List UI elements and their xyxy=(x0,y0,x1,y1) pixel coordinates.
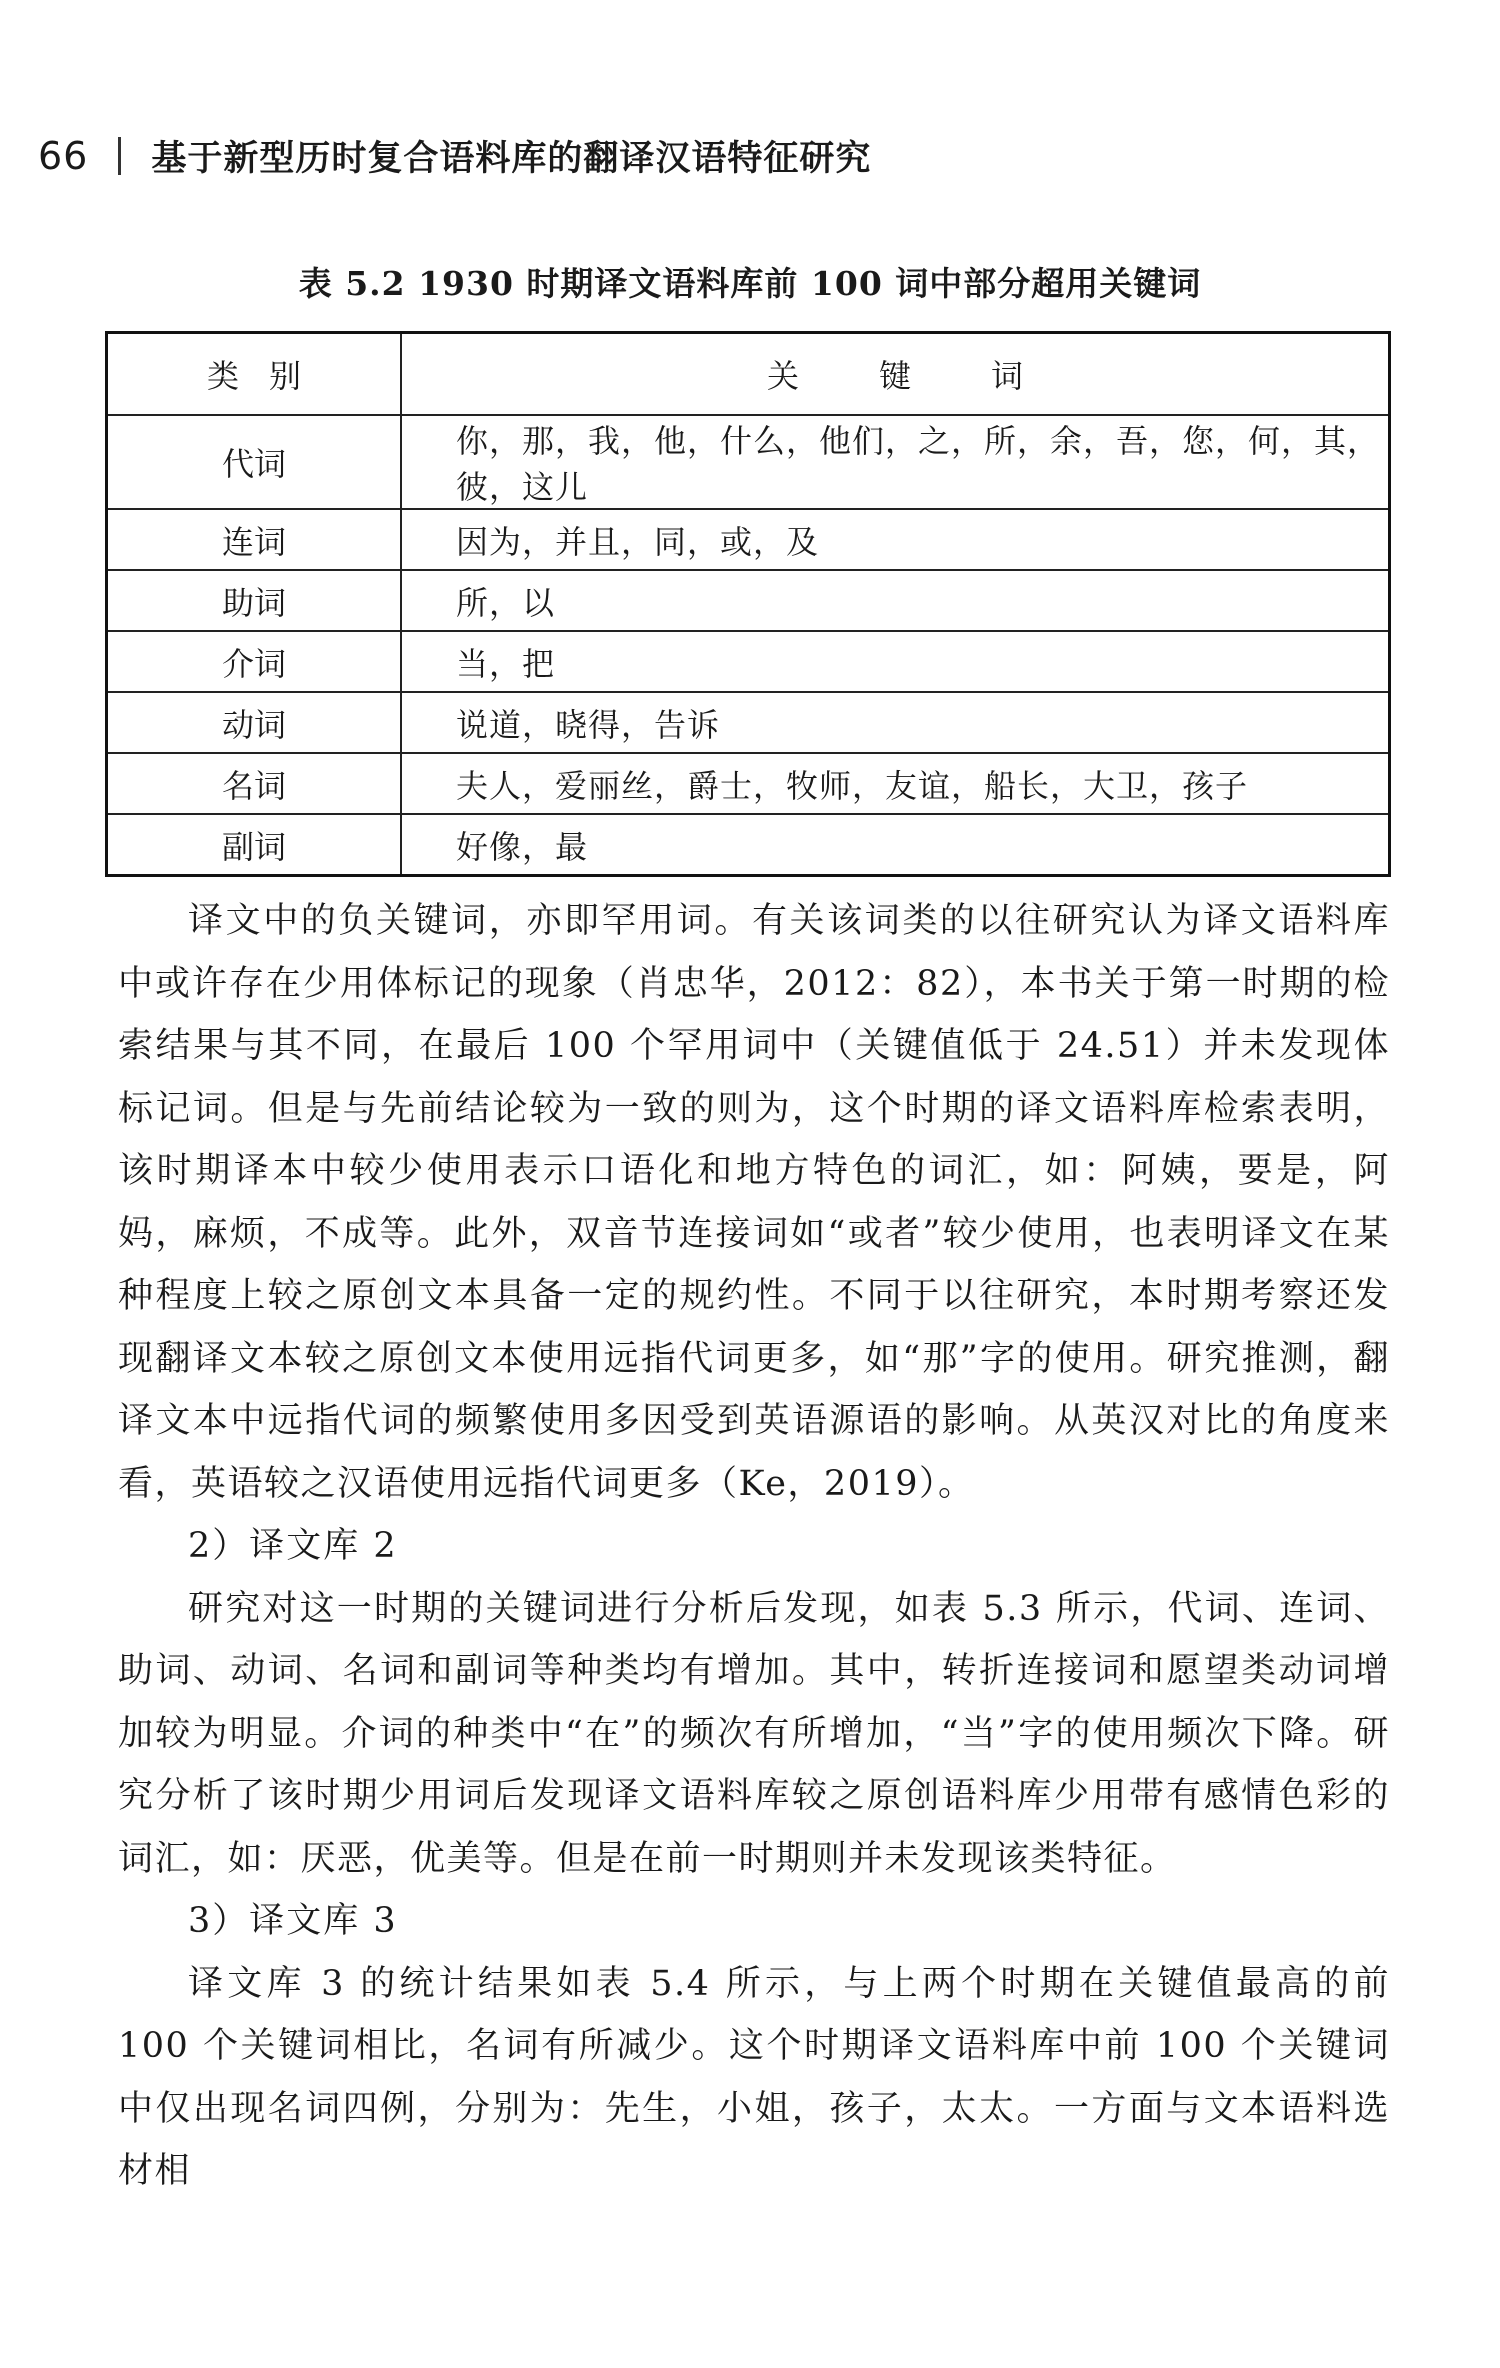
row-keywords: 好像，最 xyxy=(401,814,1390,876)
row-category: 介词 xyxy=(107,631,402,692)
book-title: 基于新型历时复合语料库的翻译汉语特征研究 xyxy=(151,139,872,179)
row-keywords: 因为，并且，同，或，及 xyxy=(401,509,1390,570)
table-row xyxy=(107,692,1390,753)
table-caption: 表 5.2 1930 时期译文语料库前 100 词中部分超用关键词 xyxy=(298,264,1202,303)
table-row xyxy=(107,814,1390,876)
table-row xyxy=(107,415,1390,509)
section-subheading: 2）译文库 2 xyxy=(188,1526,398,1566)
paragraph: 译文中的负关键词，亦即罕用词。有关该词类的以往研究认为译文语料库中或许存在少用体标记的现象（肖忠华，2012：82），本书关于第一时期的检索结果与其不同，在最后 100 个罕用词中（关键值低于 24.51）并未发现体标记词。但是与先前结论较为一致的则为，这个时期的译文语料库检索表明，该时期译本中较少使用表示口语化和地方特色的词汇，如：阿姨，要是，阿妈，麻烦，不成等。此外，双音节连接词如“或者”较少使用，也表明译文在某种程度上较之原创文本具备一定的规约性。不同于以往研究，本时期考察还发现翻译文本较之原创文本使用远指代词更多，如“那”字的使用。研究推测，翻译文本中远指代词的频繁使用多因受到英语源语的影响。从英汉对比的角度来看，英语较之汉语使用远指代词更多（Ke，2019）。 xyxy=(118,901,1390,1504)
row-category: 名词 xyxy=(107,753,402,814)
row-category: 代词 xyxy=(107,415,402,509)
row-keywords: 所，以 xyxy=(401,570,1390,631)
row-category: 副词 xyxy=(107,814,402,876)
row-category: 连词 xyxy=(107,509,402,570)
table-row xyxy=(107,631,1390,692)
page-number: 66 xyxy=(38,134,89,178)
header-divider xyxy=(118,137,121,175)
row-category: 助词 xyxy=(107,570,402,631)
table-row xyxy=(107,509,1390,570)
row-keywords: 说道，晓得，告诉 xyxy=(401,692,1390,753)
paragraph: 研究对这一时期的关键词进行分析后发现，如表 5.3 所示，代词、连词、助词、动词、名词和副词等种类均有增加。其中，转折连接词和愿望类动词增加较为明显。介词的种类中“在”的频次有所增加，“当”字的使用频次下降。研究分析了该时期少用词后发现译文语料库较之原创语料库少用带有感情色彩的词汇，如：厌恶，优美等。但是在前一时期则并未发现该类特征。 xyxy=(118,1588,1390,1879)
row-keywords: 当，把 xyxy=(401,631,1390,692)
table-header-row xyxy=(107,333,1390,416)
body-text xyxy=(118,890,1390,2203)
table-row xyxy=(107,753,1390,814)
section-subheading: 3）译文库 3 xyxy=(188,1901,398,1941)
row-category: 动词 xyxy=(107,692,402,753)
keyword-table xyxy=(105,331,1391,877)
header-keywords: 关键词 xyxy=(401,333,1390,416)
running-head xyxy=(38,126,871,186)
row-keywords: 你，那，我，他，什么，他们，之，所，余，吾，您，何，其，彼，这儿 xyxy=(401,415,1390,509)
paragraph: 译文库 3 的统计结果如表 5.4 所示，与上两个时期在关键值最高的前 100 个关键词相比，名词有所减少。这个时期译文语料库中前 100 个关键词中仅出现名词四例，分别为：先生，小姐，孩子，太太。一方面与文本语料选材相 xyxy=(118,1963,1390,2191)
row-keywords: 夫人，爱丽丝，爵士，牧师，友谊，船长，大卫，孩子 xyxy=(401,753,1390,814)
table-row xyxy=(107,570,1390,631)
header-category: 类别 xyxy=(107,333,402,416)
